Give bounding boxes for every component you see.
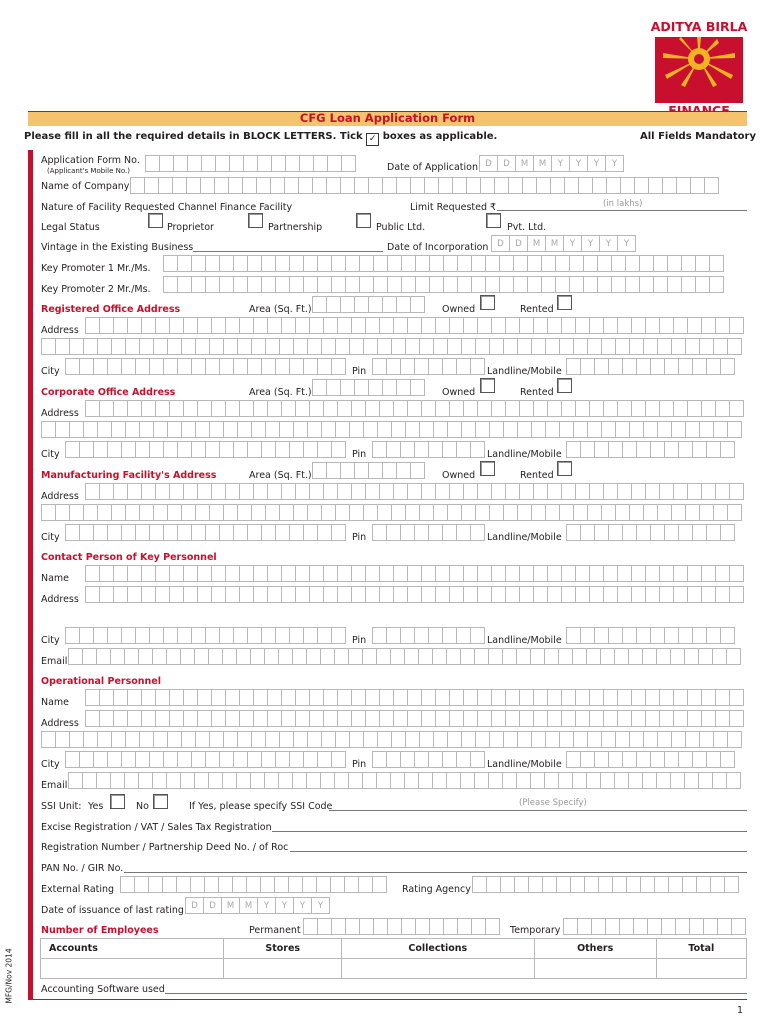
landline-boxes[interactable] <box>566 524 735 541</box>
limit-requested-line[interactable] <box>497 210 747 211</box>
in-lakhs-note: (in lakhs) <box>603 199 643 209</box>
contact-email-label: Email <box>41 656 68 667</box>
emp-cell-total[interactable] <box>656 959 746 979</box>
date-of-application-label: Date of Application <box>387 162 478 173</box>
key-promoter-2-boxes[interactable] <box>163 276 724 293</box>
city-boxes[interactable] <box>65 441 346 458</box>
instructions <box>24 131 497 146</box>
page-title: CFG Loan Application Form <box>299 111 476 125</box>
owned-label: Owned <box>442 387 476 398</box>
temporary-boxes[interactable] <box>563 918 746 935</box>
contact-person-title: Contact Person of Key Personnel <box>41 552 217 563</box>
area-label: Area (Sq. Ft.) <box>249 387 312 398</box>
pin-label: Pin <box>352 532 367 543</box>
reg-number-label: Registration Number / Partnership Deed No. / of Roc <box>41 842 289 853</box>
limit-requested-label: Limit Requested ₹ <box>410 202 497 213</box>
side-code: MFG/Nov 2014 <box>4 948 14 1004</box>
landline-boxes[interactable] <box>566 441 735 458</box>
sun-emblem <box>655 37 743 103</box>
temporary-label: Temporary <box>510 925 561 936</box>
ssi-no-label: No <box>136 801 149 812</box>
accounting-software-line[interactable] <box>165 993 747 994</box>
contact-city-boxes[interactable] <box>65 627 346 644</box>
landline-label: Landline/Mobile <box>487 532 562 543</box>
public-ltd-label: Public Ltd. <box>376 222 426 233</box>
owned-checkbox[interactable] <box>480 461 495 476</box>
landline-label: Landline/Mobile <box>487 366 562 377</box>
ssi-no-checkbox[interactable] <box>153 794 168 809</box>
address-boxes-2[interactable] <box>41 504 742 521</box>
address-section-title: Registered Office Address <box>41 304 181 315</box>
contact-landline-label: Landline/Mobile <box>487 635 562 646</box>
city-boxes[interactable] <box>65 524 346 541</box>
rented-checkbox[interactable] <box>557 378 572 393</box>
pan-label: PAN No. / GIR No. <box>41 863 124 874</box>
red-sidebar <box>28 150 33 1000</box>
rented-checkbox[interactable] <box>557 461 572 476</box>
emp-col-total: Total <box>656 939 746 959</box>
external-rating-boxes[interactable] <box>120 876 387 893</box>
owned-checkbox[interactable] <box>480 295 495 310</box>
op-address-label: Address <box>41 718 79 729</box>
permanent-label: Permanent <box>249 925 301 936</box>
contact-city-label: City <box>41 635 60 646</box>
page-number: 1 <box>737 1005 744 1016</box>
address-boxes-2[interactable] <box>41 338 742 355</box>
landline-label: Landline/Mobile <box>487 449 562 460</box>
instruction-text-2: boxes as applicable. <box>382 131 498 142</box>
area-label: Area (Sq. Ft.) <box>249 304 312 315</box>
date-of-application-boxes[interactable]: D D M M Y Y Y Y <box>480 155 624 172</box>
emp-cell-stores[interactable] <box>224 959 341 979</box>
key-promoter-2-label: Key Promoter 2 Mr./Ms. <box>41 284 151 295</box>
rating-agency-boxes[interactable] <box>472 876 739 893</box>
area-boxes[interactable] <box>312 462 425 479</box>
emp-col-collections: Collections <box>341 939 534 959</box>
address-boxes[interactable] <box>85 483 744 500</box>
key-promoter-1-label: Key Promoter 1 Mr./Ms. <box>41 263 151 274</box>
pin-label: Pin <box>352 449 367 460</box>
rented-label: Rented <box>520 470 554 481</box>
pvt-ltd-checkbox[interactable] <box>486 213 501 228</box>
accounting-software-label: Accounting Software used <box>41 984 165 995</box>
op-name-boxes[interactable] <box>85 689 744 706</box>
owned-label: Owned <box>442 304 476 315</box>
pin-boxes[interactable] <box>372 358 485 375</box>
area-boxes[interactable] <box>312 379 425 396</box>
contact-pin-label: Pin <box>352 635 367 646</box>
ssi-unit-label: SSI Unit: <box>41 801 82 812</box>
rented-checkbox[interactable] <box>557 295 572 310</box>
reg-number-line[interactable] <box>290 851 747 852</box>
op-email-boxes[interactable] <box>68 772 741 789</box>
date-incorporation-boxes[interactable]: D D M M Y Y Y Y <box>492 235 636 252</box>
date-incorporation-label: Date of Incorporation <box>387 242 489 253</box>
op-pin-boxes[interactable] <box>372 751 485 768</box>
rating-agency-label: Rating Agency <box>402 884 471 895</box>
bottom-rule <box>28 999 747 1000</box>
ssi-code-line[interactable] <box>329 810 747 811</box>
pin-boxes[interactable] <box>372 524 485 541</box>
please-specify-note: (Please Specify) <box>519 798 587 808</box>
ssi-code-label: If Yes, please specify SSI Code <box>189 801 333 812</box>
contact-landline-boxes[interactable] <box>566 627 735 644</box>
pan-line[interactable] <box>124 872 747 873</box>
landline-boxes[interactable] <box>566 358 735 375</box>
rented-label: Rented <box>520 387 554 398</box>
op-pin-label: Pin <box>352 759 367 770</box>
app-form-no-boxes[interactable] <box>145 155 356 172</box>
contact-address-boxes[interactable] <box>85 586 744 603</box>
address-section-title: Corporate Office Address <box>41 387 176 398</box>
address-label: Address <box>41 325 79 336</box>
op-landline-boxes[interactable] <box>566 751 735 768</box>
op-address-boxes-2[interactable] <box>41 731 742 748</box>
vintage-label: Vintage in the Existing Business <box>41 242 194 253</box>
vintage-line[interactable] <box>193 251 383 252</box>
company-name-boxes[interactable] <box>130 177 719 194</box>
address-boxes-2[interactable] <box>41 421 742 438</box>
permanent-boxes[interactable] <box>303 918 500 935</box>
op-address-boxes[interactable] <box>85 710 744 727</box>
date-last-rating-label: Date of issuance of last rating <box>41 905 184 916</box>
instruction-text: Please fill in all the required details in BLOCK LETTERS. Tick <box>24 131 363 142</box>
area-label: Area (Sq. Ft.) <box>249 470 312 481</box>
contact-address-label: Address <box>41 594 79 605</box>
address-label: Address <box>41 491 79 502</box>
contact-email-boxes[interactable] <box>68 648 741 665</box>
employee-table-row[interactable] <box>41 959 747 979</box>
proprietor-label: Proprietor <box>167 222 214 233</box>
partnership-checkbox[interactable] <box>248 213 263 228</box>
city-boxes[interactable] <box>65 358 346 375</box>
op-email-label: Email <box>41 780 68 791</box>
key-promoter-1-boxes[interactable] <box>163 255 724 272</box>
excise-line[interactable] <box>272 831 747 832</box>
brand-logo <box>649 19 749 104</box>
employee-table <box>40 938 747 979</box>
owned-label: Owned <box>442 470 476 481</box>
mandatory-note: All Fields Mandatory <box>640 131 756 142</box>
emp-col-others: Others <box>534 939 656 959</box>
partnership-label: Partnership <box>268 222 323 233</box>
emp-cell-accounts[interactable] <box>41 959 224 979</box>
contact-pin-boxes[interactable] <box>372 627 485 644</box>
address-boxes[interactable] <box>85 400 744 417</box>
app-form-no-label: Application Form No. <box>41 155 140 166</box>
app-form-no-sub: (Applicant's Mobile No.) <box>47 167 130 175</box>
date-last-rating-boxes[interactable]: D D M M Y Y Y Y <box>186 897 330 914</box>
external-rating-label: External Rating <box>41 884 115 895</box>
city-label: City <box>41 532 60 543</box>
legal-status-label: Legal Status <box>41 222 100 233</box>
brand-name: ADITYA BIRLA <box>650 19 748 34</box>
operational-title: Operational Personnel <box>41 676 161 687</box>
num-employees-title: Number of Employees <box>41 925 159 936</box>
pin-label: Pin <box>352 366 367 377</box>
emp-col-stores: Stores <box>224 939 341 959</box>
emp-col-accounts: Accounts <box>41 939 224 959</box>
op-city-boxes[interactable] <box>65 751 346 768</box>
address-section-title: Manufacturing Facility's Address <box>41 470 217 481</box>
rented-label: Rented <box>520 304 554 315</box>
address-label: Address <box>41 408 79 419</box>
owned-checkbox[interactable] <box>480 378 495 393</box>
address-boxes[interactable] <box>85 317 744 334</box>
ssi-yes-checkbox[interactable] <box>110 794 125 809</box>
city-label: City <box>41 366 60 377</box>
public-ltd-checkbox[interactable] <box>356 213 371 228</box>
proprietor-checkbox[interactable] <box>148 213 163 228</box>
pin-boxes[interactable] <box>372 441 485 458</box>
op-landline-label: Landline/Mobile <box>487 759 562 770</box>
employee-table-header <box>41 939 747 959</box>
tick-icon: ✓ <box>366 133 379 146</box>
area-boxes[interactable] <box>312 296 425 313</box>
emp-cell-others[interactable] <box>534 959 656 979</box>
op-city-label: City <box>41 759 60 770</box>
excise-label: Excise Registration / VAT / Sales Tax Registration <box>41 822 272 833</box>
ssi-yes-label: Yes <box>88 801 104 812</box>
op-name-label: Name <box>41 697 70 708</box>
pvt-ltd-label: Pvt. Ltd. <box>507 222 547 233</box>
company-name-label: Name of Company <box>41 181 130 192</box>
contact-name-label: Name <box>41 573 70 584</box>
emp-cell-collections[interactable] <box>341 959 534 979</box>
contact-name-boxes[interactable] <box>85 565 744 582</box>
city-label: City <box>41 449 60 460</box>
nature-facility-label: Nature of Facility Requested Channel Finance Facility <box>41 202 293 213</box>
